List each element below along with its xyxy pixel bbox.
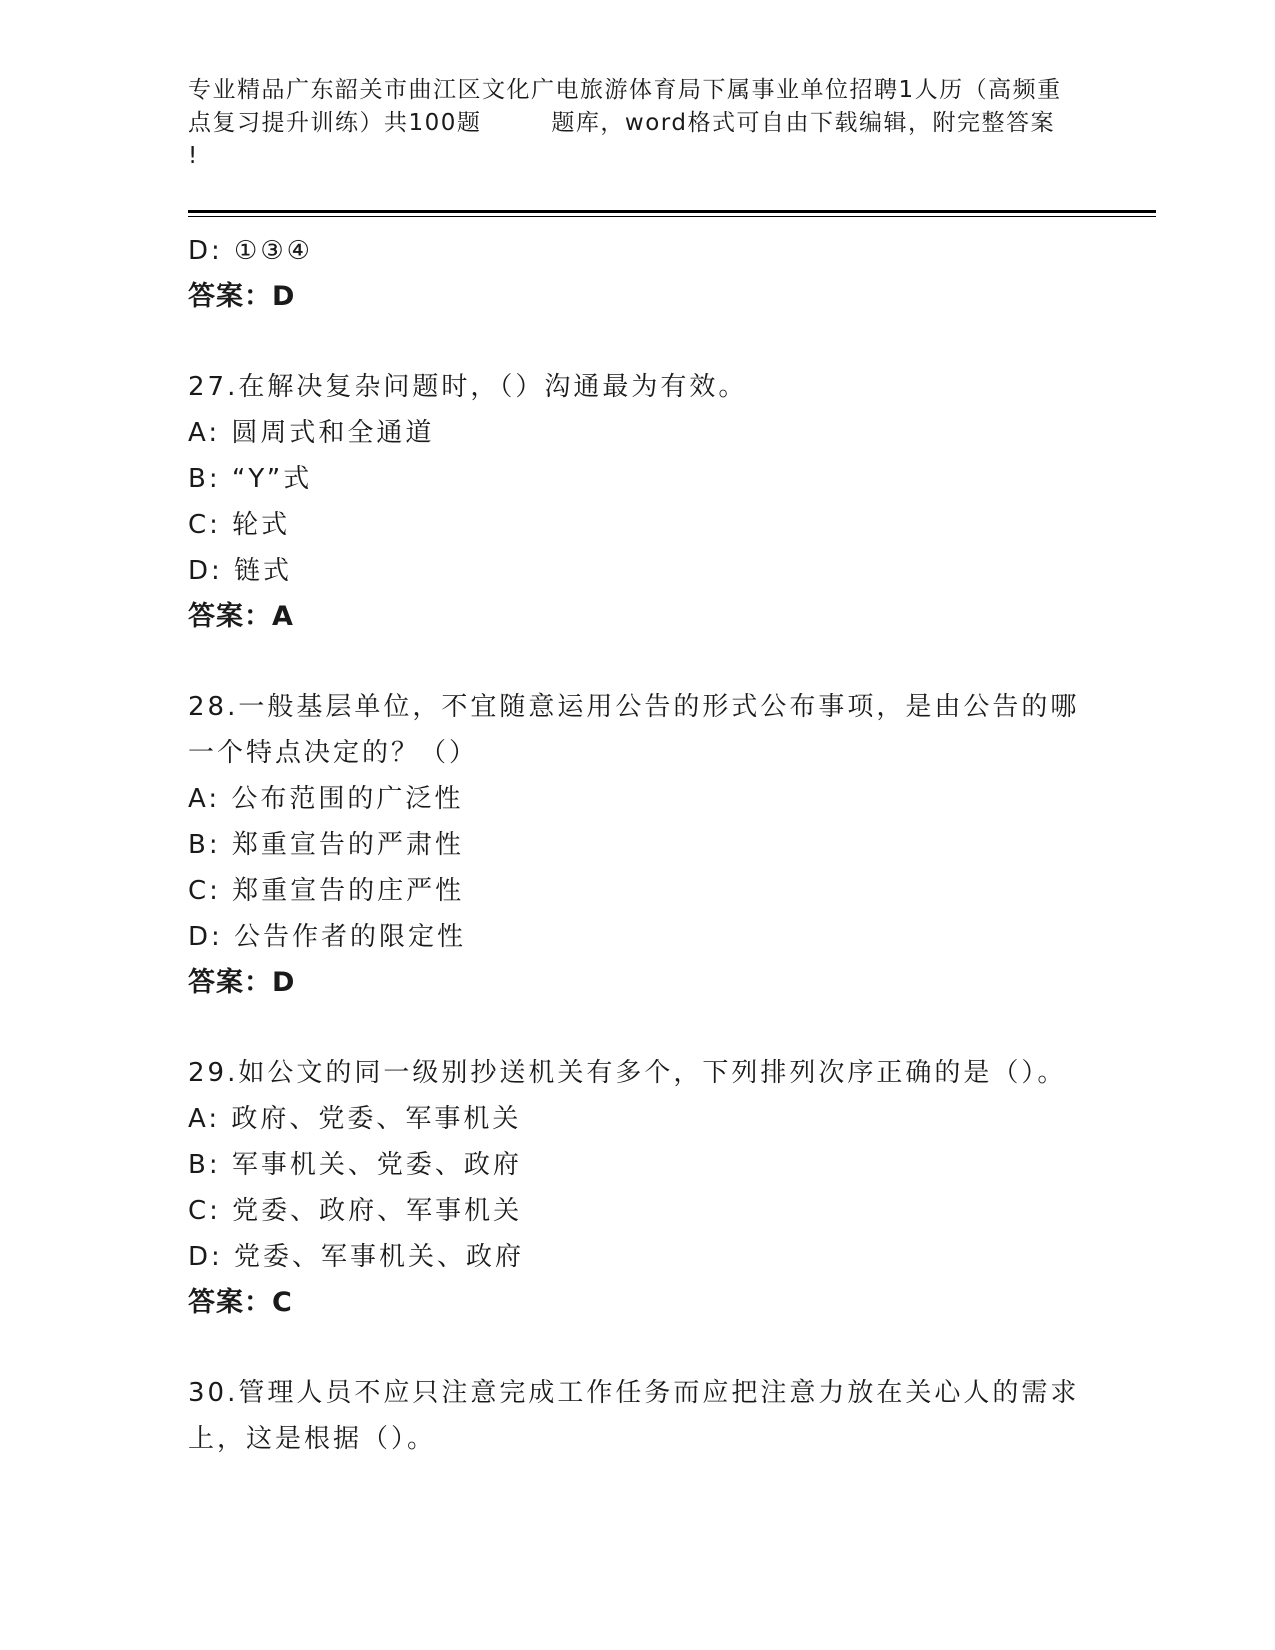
question-content <box>188 228 1088 1462</box>
question-title: 27.在解决复杂问题时，（）沟通最为有效。 <box>188 372 748 402</box>
option-b: B: “Y”式 <box>188 464 313 494</box>
header-line-1: 专业精品广东韶关市曲江区文化广电旅游体育局下属事业单位招聘1人历（高频重 <box>188 77 1062 103</box>
option-d: D: 公告作者的限定性 <box>188 922 467 952</box>
option-d: D: 党委、军事机关、政府 <box>188 1242 525 1272</box>
header-line-2 <box>188 107 1088 140</box>
header-line-2-part-b: 题库，word格式可自由下载编辑，附完整答案 <box>551 110 1055 136</box>
header-line-3: ! <box>188 143 199 169</box>
question-title-continued: 一个特点决定的？（） <box>188 738 479 768</box>
answer-line: 答案：D <box>188 281 296 312</box>
question-title: 30.管理人员不应只注意完成工作任务而应把注意力放在关心人的需求 <box>188 1378 1080 1408</box>
option-b: B: 郑重宣告的严肃性 <box>188 830 464 860</box>
question-title: 28.一般基层单位，不宜随意运用公告的形式公布事项，是由公告的哪 <box>188 692 1080 722</box>
question-29 <box>188 1050 1088 1326</box>
previous-question-tail <box>188 228 1088 320</box>
option-d: D: ①③④ <box>188 236 313 266</box>
answer-line: 答案：A <box>188 601 294 632</box>
option-c: C: 郑重宣告的庄严性 <box>188 876 465 906</box>
option-c: C: 轮式 <box>188 510 291 540</box>
question-30 <box>188 1370 1088 1462</box>
option-d: D: 链式 <box>188 556 293 586</box>
question-title-continued: 上，这是根据（）。 <box>188 1424 437 1454</box>
question-27 <box>188 364 1088 640</box>
header-divider-thin <box>188 216 1156 217</box>
answer-line: 答案：D <box>188 967 296 998</box>
option-c: C: 党委、政府、军事机关 <box>188 1196 523 1226</box>
option-a: A: 公布范围的广泛性 <box>188 784 464 814</box>
header-divider-thick <box>188 210 1156 213</box>
question-28 <box>188 684 1088 1006</box>
document-header <box>188 74 1088 173</box>
option-b: B: 军事机关、党委、政府 <box>188 1150 522 1180</box>
answer-line: 答案：C <box>188 1287 293 1318</box>
option-a: A: 圆周式和全通道 <box>188 418 435 448</box>
header-line-2-part-a: 点复习提升训练）共100题 <box>188 110 482 136</box>
option-a: A: 政府、党委、军事机关 <box>188 1104 522 1134</box>
question-title: 29.如公文的同一级别抄送机关有多个，下列排列次序正确的是（）。 <box>188 1058 1067 1088</box>
